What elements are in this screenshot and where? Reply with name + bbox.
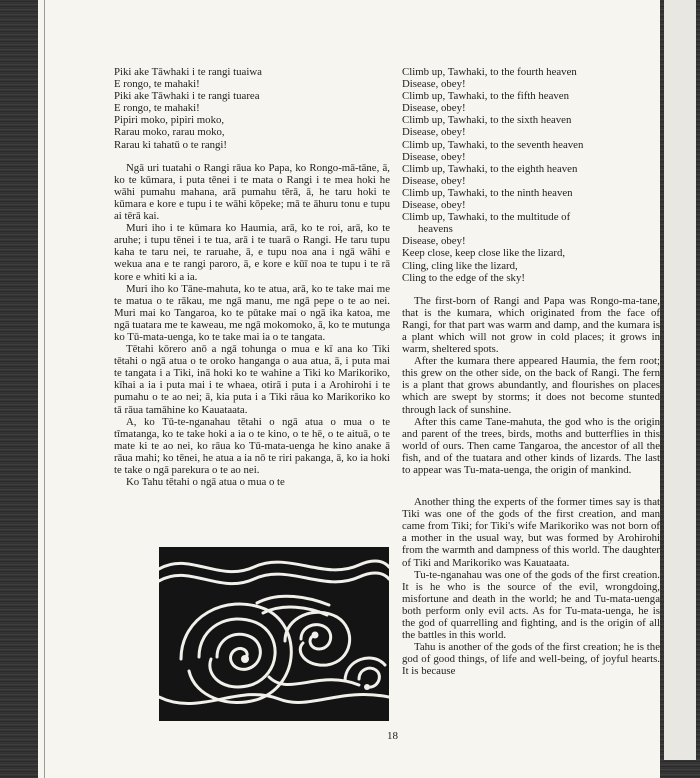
scan-border-left bbox=[0, 0, 38, 778]
chant-line: Climb up, Tawhaki, to the ninth heaven bbox=[402, 186, 573, 199]
chant-line: E rongo, te mahaki! bbox=[114, 78, 200, 91]
page-number: 18 bbox=[387, 730, 398, 742]
paragraph: A, ko Tū-te-nganahau tētahi o ngā atua o mua o te tīmatanga, ko te take hoki a ia o te kino, o te hē, o te aituā, o te mate ki te ao nei, ko rāua ko Tū-mata-uenga he kino anake ā rāua mahi; ko tēnei, he atua a ia nō te riri pakanga, ā, ko ia hoki te take o ngā parekura o te ao nei. bbox=[114, 415, 390, 476]
chant-line: Disease, obey! bbox=[402, 174, 466, 187]
chant-line: Disease, obey! bbox=[402, 126, 466, 139]
chant-line: E rongo, te mahaki! bbox=[114, 102, 200, 115]
english-column bbox=[402, 66, 660, 678]
paragraph: Muri iho i te kūmara ko Haumia, arā, ko te roi, arā, ko te aruhe; i tupu tēnei i te tua, arā i te tuarā o Rangi. He taru tupu kaha te taru nei, te raruahe, ā, e tupu noa ana i ngā wāhi e wekua ana e te rangi paroro, ā, e kore e kūī noa te tupu i te rā kore e whiti ki a ia. bbox=[114, 222, 390, 283]
chant-line: Disease, obey! bbox=[402, 78, 466, 91]
chant-line: Climb up, Tawhaki, to the seventh heaven bbox=[402, 138, 584, 151]
chant-line: Cling, cling like the lizard, bbox=[402, 259, 518, 272]
chant-line: Climb up, Tawhaki, to the sixth heaven bbox=[402, 114, 572, 127]
paragraph: Tētahi kōrero anō a ngā tohunga o mua e kī ana ko Tiki tētahi o ngā atua o te oroko hanganga o aua atua, ā, i puta mai te tangata i a Tiki, inā hoki ko te wahine a Tiki ko Marikoriko, kīhai a ia i puta mai i te whaea, otirā i puta i a Arohirohi i te pumahu o te ao nei; ā, kia puta i a Tiki rāua ko Marikoriko ko tā rāua tamāhine ko Kauataata. bbox=[114, 343, 390, 416]
chant-line: Climb up, Tawhaki, to the multitude of bbox=[402, 211, 571, 224]
chant-line: Keep close, keep close like the lizard, bbox=[402, 247, 566, 260]
paragraph: Tahu is another of the gods of the first creation; he is the god of good things, of life and well-being, of joyful hearts. It is because bbox=[402, 641, 660, 678]
chant-line: Disease, obey! bbox=[402, 199, 466, 212]
chant-line: heavens bbox=[418, 223, 453, 236]
chant-line: Climb up, Tawhaki, to the fifth heaven bbox=[402, 90, 569, 103]
paragraph: The first-born of Rangi and Papa was Rongo-ma-tane, that is the kumara, which originated from the face of Rangi, for that part was warm and damp, and the kumara is a plant which will not grow in cold places; it grows in warm, sheltered spots. bbox=[402, 294, 660, 356]
chant-line: Climb up, Tawhaki, to the eighth heaven bbox=[402, 162, 578, 175]
paragraph: After the kumara there appeared Haumia, the fern root; this grew on the other side, on the back of Rangi. The fern is a plant that grows abundantly, and flourishes on places which are swept by storms; it does not become stunted through lack of sunshine. bbox=[402, 355, 660, 416]
maori-column bbox=[114, 66, 390, 488]
chant-line: Rarau ki tahatū o te rangi! bbox=[114, 138, 228, 151]
paragraph: Tu-te-nganahau was one of the gods of the first creation. It is he who is the source of the evil, wrongdoing, misfortune and death in the world; he and Tu-mata-uenga both perform only evil acts. As for Tu-mata-uenga, he is the god of quarrelling and fighting, and is the origin of all the battles in this world. bbox=[402, 568, 660, 642]
chant-line: Disease, obey! bbox=[402, 235, 466, 248]
chant-line: Pipiri moko, pipiri moko, bbox=[114, 114, 225, 127]
chant-line: Rarau moko, rarau moko, bbox=[114, 126, 225, 139]
paragraph: After this came Tane-mahuta, the god who is the origin and parent of the trees, birds, moths and butterflies in this world of ours. Then came Tangaroa, the ancestor of all the fish, and of the tuatara and other kinds of lizards. The last to appear was Tu-mata-uenga, the origin of mankind. bbox=[402, 415, 660, 476]
chant-line: Piki ake Tāwhaki i te rangi tuarea bbox=[114, 90, 260, 103]
chant-line: Disease, obey! bbox=[402, 102, 466, 115]
chant-line: Disease, obey! bbox=[402, 150, 466, 163]
paragraph: Another thing the experts of the former times say is that Tiki was one of the gods of the first creation, and man came from Tiki; for Tiki's wife Marikoriko was not born of a mother in the usual way, but was formed by Arohirohi from the warmth and dampness of this world. The daughter of Tiki and Marikoriko was Kauataata. bbox=[402, 496, 660, 569]
koru-spiral-illustration bbox=[159, 547, 389, 721]
chant-line: Cling to the edge of the sky! bbox=[402, 271, 525, 284]
maori-chant bbox=[114, 66, 390, 151]
page-gutter bbox=[44, 0, 45, 778]
english-chant bbox=[402, 66, 660, 284]
chant-line: Piki ake Tāwhaki i te rangi tuaiwa bbox=[114, 66, 262, 78]
paragraph: Muri iho ko Tāne-mahuta, ko te atua, arā, ko te take mai me te matua o te rākau, me ngā manu, me ngā pepe o te ao nei. Muri mai ko Tangaroa, ko te pūtake mai o ngā ika katoa, me ngā tuatara me te kaweau, me ngā mokomoko, ā, ko te mutunga ko Tū-mata-uenga, ko te take mai ia o te tangata. bbox=[114, 282, 390, 343]
paragraph: Ko Tahu tētahi o ngā atua o mua o te bbox=[126, 476, 285, 489]
chant-line: Climb up, Tawhaki, to the fourth heaven bbox=[402, 66, 577, 78]
paragraph: Ngā uri tuatahi o Rangi rāua ko Papa, ko Rongo-mā-tāne, ā, ko te kūmara, i puta tēnei i te mata o Rangi i te mea hoki he wāhi pumahu mahana, arā pumahu tērā, ā, he taru hoki te kūmara e kore e tupu i te wāhi kōpeke; mā te āhuru tonu e tupu ai tērā kai. bbox=[114, 161, 390, 223]
adjacent-page-edge bbox=[664, 0, 696, 760]
